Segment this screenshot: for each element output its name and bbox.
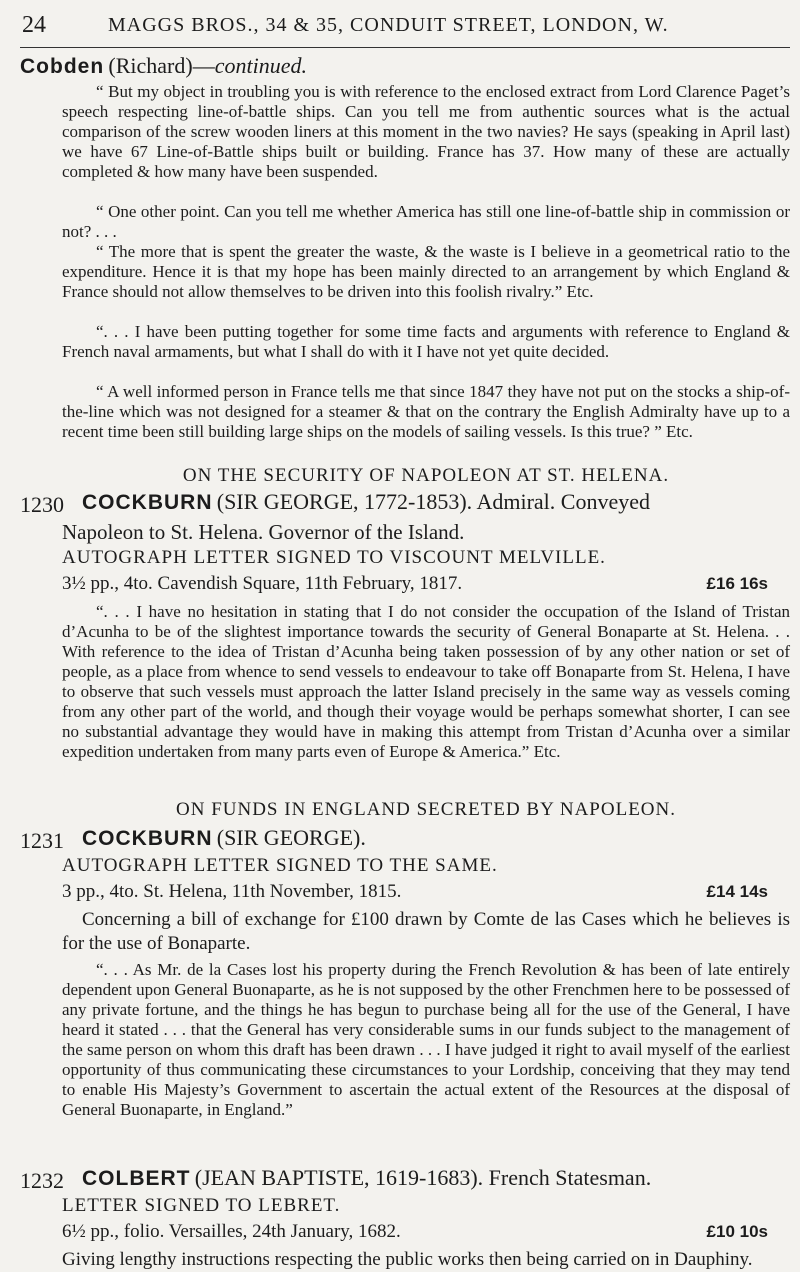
continued-label: continued. xyxy=(214,53,307,78)
page-header xyxy=(20,10,790,50)
lot-title: AUTOGRAPH LETTER SIGNED TO VISCOUNT MELVILLE. xyxy=(62,547,606,568)
lot-number: 1232 xyxy=(20,1168,64,1193)
lot-name-rest: (JEAN BAPTISTE, 1619-1683). French Statesman. xyxy=(194,1165,652,1190)
lot-number: 1231 xyxy=(20,828,64,853)
header-rule xyxy=(20,47,790,48)
lot-name: COCKBURN xyxy=(82,827,213,850)
lot-price: £14 14s xyxy=(706,882,768,901)
lot-name: COLBERT xyxy=(82,1167,191,1190)
lot-details: 3½ pp., 4to. Cavendish Square, 11th February, 1817. xyxy=(62,573,463,594)
section-heading-st-helena: ON THE SECURITY OF NAPOLEON AT ST. HELENA. xyxy=(182,465,670,486)
lot-1230-heading xyxy=(82,489,790,514)
cobden-quote-4: “. . . I have been putting together for some time facts and arguments with reference to England & French naval armaments, but what I shall do with it I have not yet quite decided. xyxy=(62,322,790,361)
running-head: MAGGS BROS., 34 & 35, CONDUIT STREET, LONDON, W. xyxy=(108,14,669,36)
cobden-quote-2: “ One other point. Can you tell me whether America has still one line-of-battle ship in commission or not? . . . xyxy=(62,202,790,241)
lot-details: 6½ pp., folio. Versailles, 24th January, 1682. xyxy=(62,1221,401,1242)
lot-details-row xyxy=(62,882,790,902)
lot-quote: “. . . I have no hesitation in stating that I do not consider the occupation of the Island of Tristan d’Acunha to be of the slightest importance towards the security of General Bonaparte at St. Helena. . . With reference to the idea of Tristan d’Acunha being taken possession of by any other nation or set of people, as a place from whence to send vessels to endeavour to take off Bonaparte from St. Helena, I have to observe that such vessels must approach the latter Island precisely in the same way as vessels coming from any other part of the world, and though their voyage would be perhaps somewhat shorter, I can see no substantial advantage they would have in making this attempt from Tristan d’Acunha over a similar expedition undertaken from many parts even of Europe & America.” Etc. xyxy=(62,602,790,761)
cobden-quote-1: “ But my object in troubling you is with reference to the enclosed extract from Lord Clarence Paget’s speech respecting line-of-battle ships. Can you tell me from authentic sources what is the actual comparison of the screw wooden liners at this moment in the two navies? He says (speaking in April last) we have 67 Line-of-Battle ships built or building. France has 37. How many of these are actually completed & how many have been suspended. xyxy=(62,82,790,181)
lot-quote: “. . . As Mr. de la Cases lost his property during the French Revolution & has been of late entirely dependent upon General Buonaparte, as he is not supposed by the other Frenchmen here to be possessed of any private fortune, and the things he has begun to purchase being all for the use of the General, I have heard it stated . . . that the General has very considerable sums in our funds subject to the management of the same person on whom this draft has been drawn . . . I have judged it right to avail myself of the earliest opportunity of thus communicating these circumstances to your Lordship, conceiving that they may tend to enable His Majesty’s Government to ascertain the actual extent of the Resources at the disposal of General Buonaparte, in England.” xyxy=(62,960,790,1119)
lot-name-rest: (Richard)— xyxy=(108,53,215,78)
lot-details-row xyxy=(62,574,790,594)
lot-price: £10 10s xyxy=(706,1222,768,1241)
lot-price: £16 16s xyxy=(706,574,768,593)
lot-description: Giving lengthy instructions respecting the public works then being carried on in Dauphiny. xyxy=(62,1249,753,1270)
lot-name-rest: (SIR GEORGE, 1772-1853). Admiral. Conveyed xyxy=(216,489,650,514)
lot-1232-heading xyxy=(82,1165,790,1190)
lot-number: 1230 xyxy=(20,492,64,517)
lot-name: COCKBURN xyxy=(82,491,213,514)
lot-description: Concerning a bill of exchange for £100 drawn by Comte de las Cases which he believes is for the use of Bonaparte. xyxy=(62,909,790,954)
cobden-quote-3: “ The more that is spent the greater the waste, & the waste is I believe in a geometrical ratio to the expenditure. Hence it is that my hope has been mainly directed to an arrangement by which England & France should not allow themselves to be driven into this foolish rivalry.” Etc. xyxy=(62,242,790,301)
lot-title: LETTER SIGNED TO LEBRET. xyxy=(62,1195,341,1216)
lot-description: Napoleon to St. Helena. Governor of the Island. xyxy=(62,520,465,544)
lot-details-row xyxy=(62,1222,790,1242)
lot-title: AUTOGRAPH LETTER SIGNED TO THE SAME. xyxy=(62,855,498,876)
section-heading-funds: ON FUNDS IN ENGLAND SECRETED BY NAPOLEON. xyxy=(176,799,676,820)
page-number: 24 xyxy=(22,12,46,38)
cobden-quote-5: “ A well informed person in France tells me that since 1847 they have not put on the stocks a ship-of-the-line which was not designed for a steamer & that on the contrary the English Admiralty have up to a recent time been still building large ships on the models of sailing vessels. Is this true? ” Etc. xyxy=(62,382,790,441)
cobden-heading xyxy=(20,53,790,78)
lot-1231-heading xyxy=(82,825,790,850)
lot-name: Cobden xyxy=(20,55,105,78)
lot-name-rest: (SIR GEORGE). xyxy=(216,825,366,850)
lot-details: 3 pp., 4to. St. Helena, 11th November, 1815. xyxy=(62,881,402,902)
